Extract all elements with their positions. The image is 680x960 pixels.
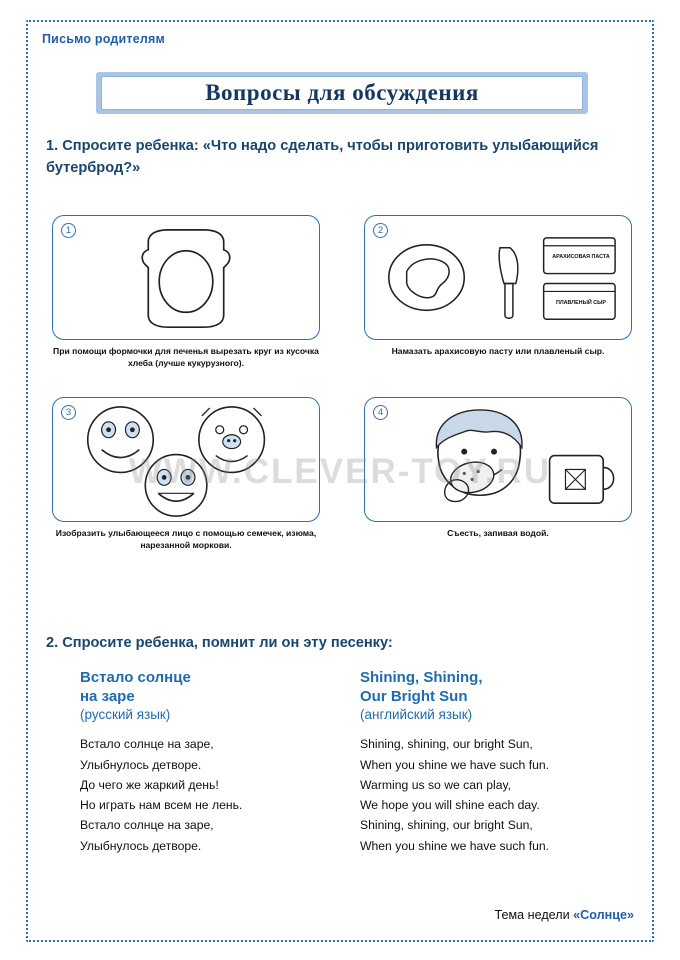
child-eating-illustration — [365, 398, 631, 522]
step-caption: Намазать арахисовую пасту или плавленый сыр. — [391, 346, 605, 356]
jar-label-peanut-butter: АРАХИСОВАЯ ПАСТА — [552, 254, 610, 260]
lyric-line: Shining, shining, our bright Sun, — [360, 818, 533, 833]
step-caption: При помощи формочки для печенья вырезать круг из кусочка хлеба (лучше кукурузного). — [53, 346, 319, 368]
steps-row-1 — [52, 215, 632, 369]
song-title-line-1: Shining, Shining, — [360, 669, 483, 686]
kicker-label: Письмо родителям — [42, 32, 165, 46]
watermark: WWW.CLEVER-TOY.RU — [128, 452, 552, 491]
step-3 — [52, 397, 320, 551]
lyric-line: Warming us so we can play, — [360, 777, 512, 792]
step-4 — [364, 397, 632, 551]
footer-prefix: Тема недели — [494, 908, 574, 922]
step-caption: Изобразить улыбающееся лицо с помощью семечек, изюма, нарезанной моркови. — [55, 528, 317, 550]
lyric-line: When you shine we have such fun. — [360, 838, 550, 853]
song-lyrics — [80, 734, 360, 856]
lyric-line: When you shine we have such fun. — [360, 757, 550, 772]
songs-section — [80, 668, 640, 856]
step-1 — [52, 215, 320, 369]
song-title-line-1: Встало солнце — [80, 669, 191, 686]
lyric-line: Встало солнце на заре, — [80, 737, 214, 752]
bread-slice-illustration — [53, 216, 319, 340]
question-2: 2. Спросите ребенка, помнит ли он эту песенку: — [46, 635, 393, 651]
question-1: 1. Спросите ребенка: «Что надо сделать, чтобы приготовить улыбающийся бутерброд?» — [46, 138, 599, 176]
lyric-line: Встало солнце на заре, — [80, 818, 214, 833]
step-number-badge: 4 — [373, 405, 388, 420]
spread-and-jars-illustration — [365, 216, 631, 340]
lyric-line: До чего же жаркий день! — [80, 777, 219, 792]
song-title-line-2: на заре — [80, 688, 135, 706]
song-lyrics — [360, 734, 640, 856]
step-2 — [364, 215, 632, 369]
page-title: Вопросы для обсуждения — [205, 80, 479, 105]
step-number-badge: 3 — [61, 405, 76, 420]
lyric-line: Но играть нам всем не лень. — [80, 798, 243, 813]
jar-label-cream-cheese: ПЛАВЛЕНЫЙ СЫР — [556, 300, 606, 306]
song-language: (русский язык) — [80, 707, 171, 723]
step-number-badge: 1 — [61, 223, 76, 238]
song-language: (английский язык) — [360, 707, 473, 723]
smiley-faces-illustration — [53, 398, 319, 522]
lyric-line: Улыбнулось детворе. — [80, 757, 202, 772]
song-english — [360, 668, 640, 856]
steps-row-2 — [52, 397, 632, 551]
page-title-banner — [96, 72, 588, 114]
steps-grid — [52, 215, 632, 551]
footer-topic-value: «Солнце» — [573, 908, 634, 922]
step-number-badge: 2 — [373, 223, 388, 238]
song-russian — [80, 668, 360, 856]
step-caption: Съесть, запивая водой. — [447, 528, 549, 539]
lyric-line: Shining, shining, our bright Sun, — [360, 737, 533, 752]
song-title-line-2: Our Bright Sun — [360, 688, 468, 706]
lyric-line: Улыбнулось детворе. — [80, 838, 202, 853]
lyric-line: We hope you will shine each day. — [360, 798, 540, 813]
footer-topic — [495, 908, 635, 922]
